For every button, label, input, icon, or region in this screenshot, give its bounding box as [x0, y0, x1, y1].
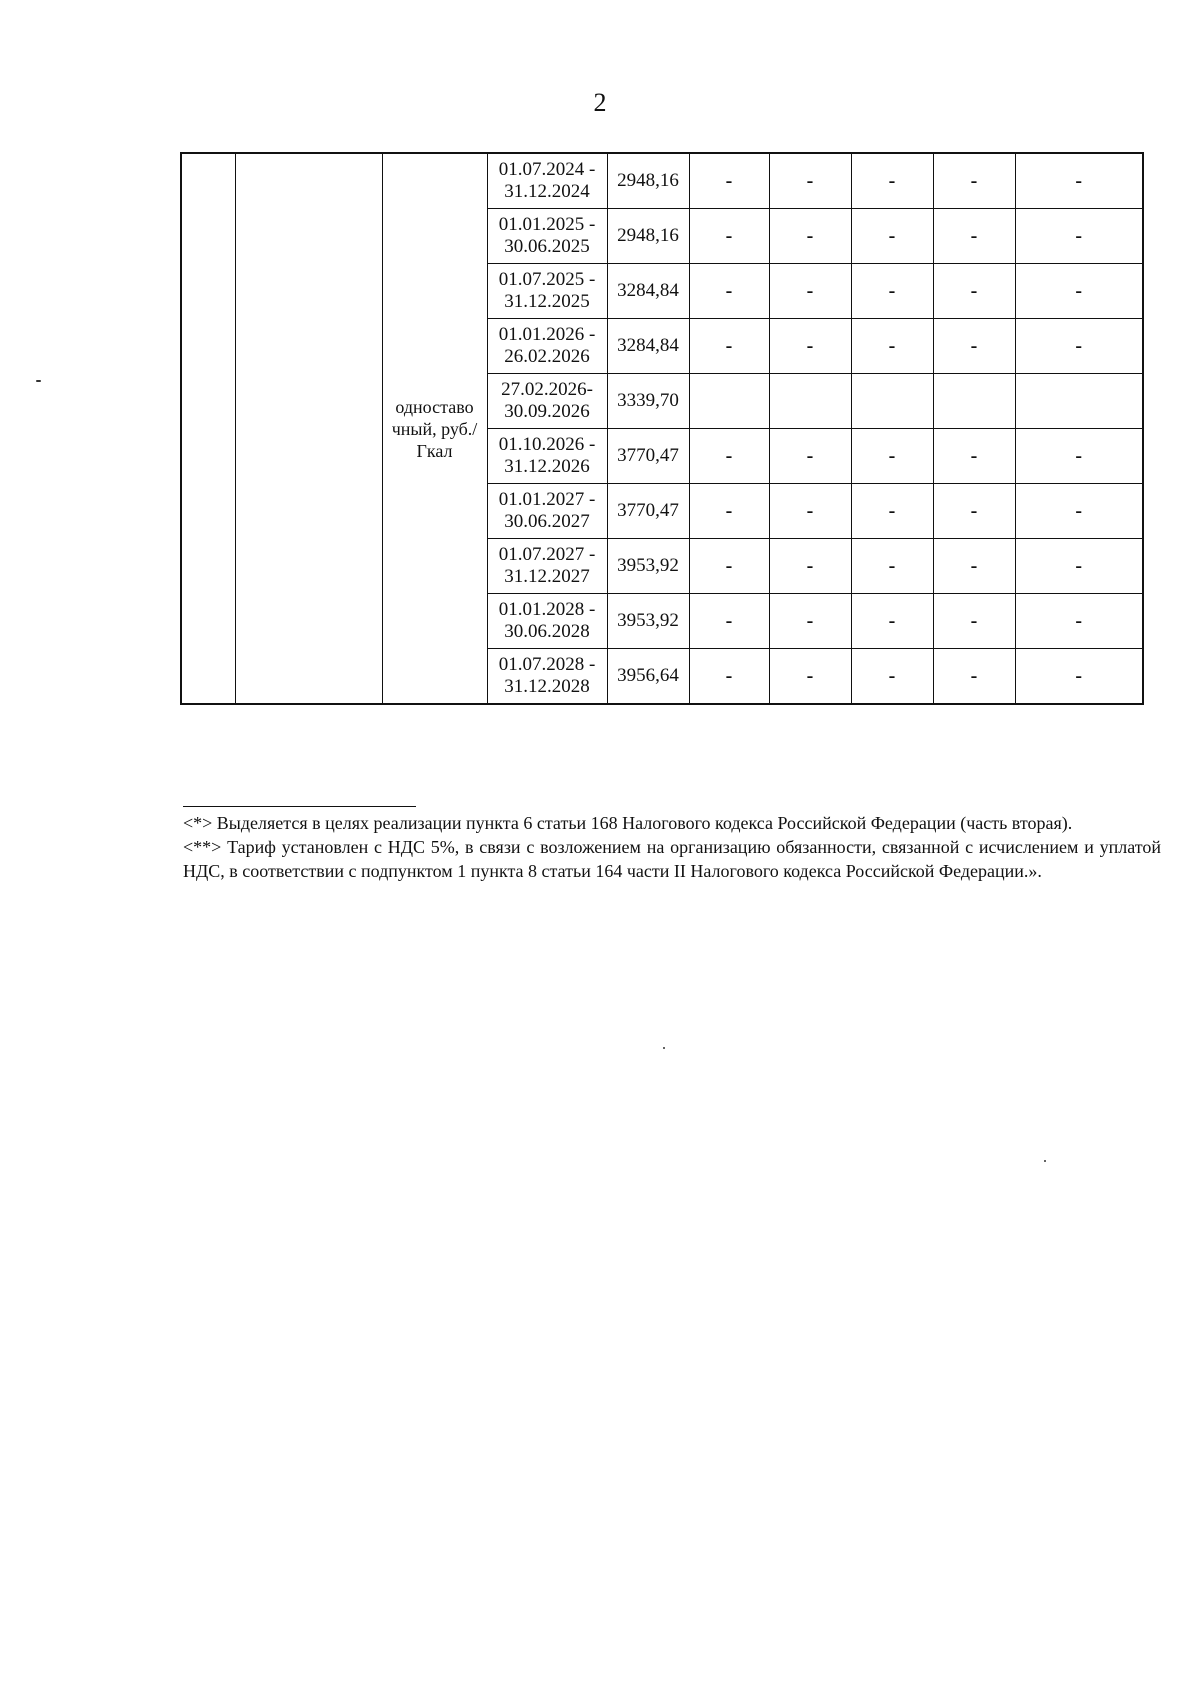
tariff-dash-cell: - [769, 209, 851, 264]
tariff-dash-cell: - [933, 153, 1015, 209]
tariff-dash-cell: - [1015, 209, 1143, 264]
tariff-dash-cell: - [1015, 484, 1143, 539]
tariff-dash-cell [689, 374, 769, 429]
tariff-dash-cell: - [1015, 264, 1143, 319]
tariff-dash-cell: - [689, 539, 769, 594]
tariff-dash-cell: - [933, 319, 1015, 374]
tariff-dash-cell: - [769, 484, 851, 539]
tariff-dash-cell: - [769, 649, 851, 705]
tariff-dash-cell: - [689, 484, 769, 539]
tariff-dash-cell: - [933, 594, 1015, 649]
tariff-dash-cell: - [769, 539, 851, 594]
tariff-dash-cell: - [769, 153, 851, 209]
tariff-dash-cell: - [851, 429, 933, 484]
footnote-2: <**> Тариф установлен с НДС 5%, в связи с возложением на организацию обязанности, связанной с исчислением и уплатой НДС, в соответствии с подпунктом 1 пункта 8 статьи 164 части II Налогового кодекса Российской Федерации.». [183, 837, 1161, 881]
index-cell [181, 153, 235, 704]
tariff-dash-cell: - [851, 319, 933, 374]
tariff-dash-cell: - [933, 264, 1015, 319]
table-row [181, 153, 1143, 209]
tariff-dash-cell: - [1015, 429, 1143, 484]
tariff-value-cell: 3953,92 [607, 539, 689, 594]
period-cell: 01.07.2025 - 31.12.2025 [487, 264, 607, 319]
tariff-dash-cell: - [933, 429, 1015, 484]
tariff-value-cell: 3953,92 [607, 594, 689, 649]
period-cell: 01.07.2028 - 31.12.2028 [487, 649, 607, 705]
tariff-dash-cell [851, 374, 933, 429]
tariff-dash-cell: - [769, 429, 851, 484]
tariff-dash-cell: - [851, 153, 933, 209]
unit-cell: одноставо чный, руб./Гкал [382, 153, 487, 704]
organization-cell [235, 153, 382, 704]
tariff-table [180, 152, 1144, 705]
tariff-value-cell: 3770,47 [607, 484, 689, 539]
period-cell: 01.01.2027 - 30.06.2027 [487, 484, 607, 539]
tariff-dash-cell: - [689, 649, 769, 705]
tariff-dash-cell: - [1015, 153, 1143, 209]
period-cell: 01.10.2026 - 31.12.2026 [487, 429, 607, 484]
tariff-dash-cell: - [769, 319, 851, 374]
tariff-dash-cell: - [1015, 594, 1143, 649]
tariff-dash-cell: - [689, 319, 769, 374]
footnotes [183, 806, 1161, 883]
tariff-dash-cell [769, 374, 851, 429]
period-cell: 01.07.2024 - 31.12.2024 [487, 153, 607, 209]
page-number: 2 [593, 88, 607, 117]
period-cell: 01.07.2027 - 31.12.2027 [487, 539, 607, 594]
tariff-dash-cell: - [851, 209, 933, 264]
tariff-value-cell: 3284,84 [607, 319, 689, 374]
scan-speck [663, 1047, 665, 1049]
tariff-value-cell: 3284,84 [607, 264, 689, 319]
tariff-dash-cell: - [769, 264, 851, 319]
tariff-dash-cell: - [1015, 649, 1143, 705]
tariff-dash-cell: - [851, 264, 933, 319]
tariff-dash-cell: - [933, 649, 1015, 705]
tariff-dash-cell: - [689, 153, 769, 209]
tariff-dash-cell: - [769, 594, 851, 649]
tariff-dash-cell: - [851, 484, 933, 539]
period-cell: 01.01.2025 - 30.06.2025 [487, 209, 607, 264]
tariff-dash-cell [933, 374, 1015, 429]
tariff-value-cell: 2948,16 [607, 153, 689, 209]
tariff-dash-cell: - [689, 264, 769, 319]
tariff-dash-cell: - [851, 594, 933, 649]
tariff-dash-cell: - [933, 209, 1015, 264]
tariff-value-cell: 3956,64 [607, 649, 689, 705]
tariff-dash-cell: - [1015, 539, 1143, 594]
table-body [181, 153, 1143, 704]
footnote-divider [183, 806, 416, 807]
period-cell: 01.01.2026 - 26.02.2026 [487, 319, 607, 374]
tariff-dash-cell: - [689, 594, 769, 649]
tariff-dash-cell [1015, 374, 1143, 429]
tariff-dash-cell: - [933, 539, 1015, 594]
tariff-value-cell: 2948,16 [607, 209, 689, 264]
scan-speck [36, 380, 41, 382]
tariff-value-cell: 3770,47 [607, 429, 689, 484]
tariff-dash-cell: - [933, 484, 1015, 539]
tariff-dash-cell: - [1015, 319, 1143, 374]
tariff-dash-cell: - [851, 539, 933, 594]
tariff-value-cell: 3339,70 [607, 374, 689, 429]
tariff-dash-cell: - [689, 209, 769, 264]
period-cell: 01.01.2028 - 30.06.2028 [487, 594, 607, 649]
scan-speck [1044, 1160, 1046, 1162]
period-cell: 27.02.2026- 30.09.2026 [487, 374, 607, 429]
tariff-dash-cell: - [689, 429, 769, 484]
footnote-1: <*> Выделяется в целях реализации пункта 6 статьи 168 Налогового кодекса Российской Федерации (часть вторая). [183, 813, 1073, 833]
tariff-dash-cell: - [851, 649, 933, 705]
